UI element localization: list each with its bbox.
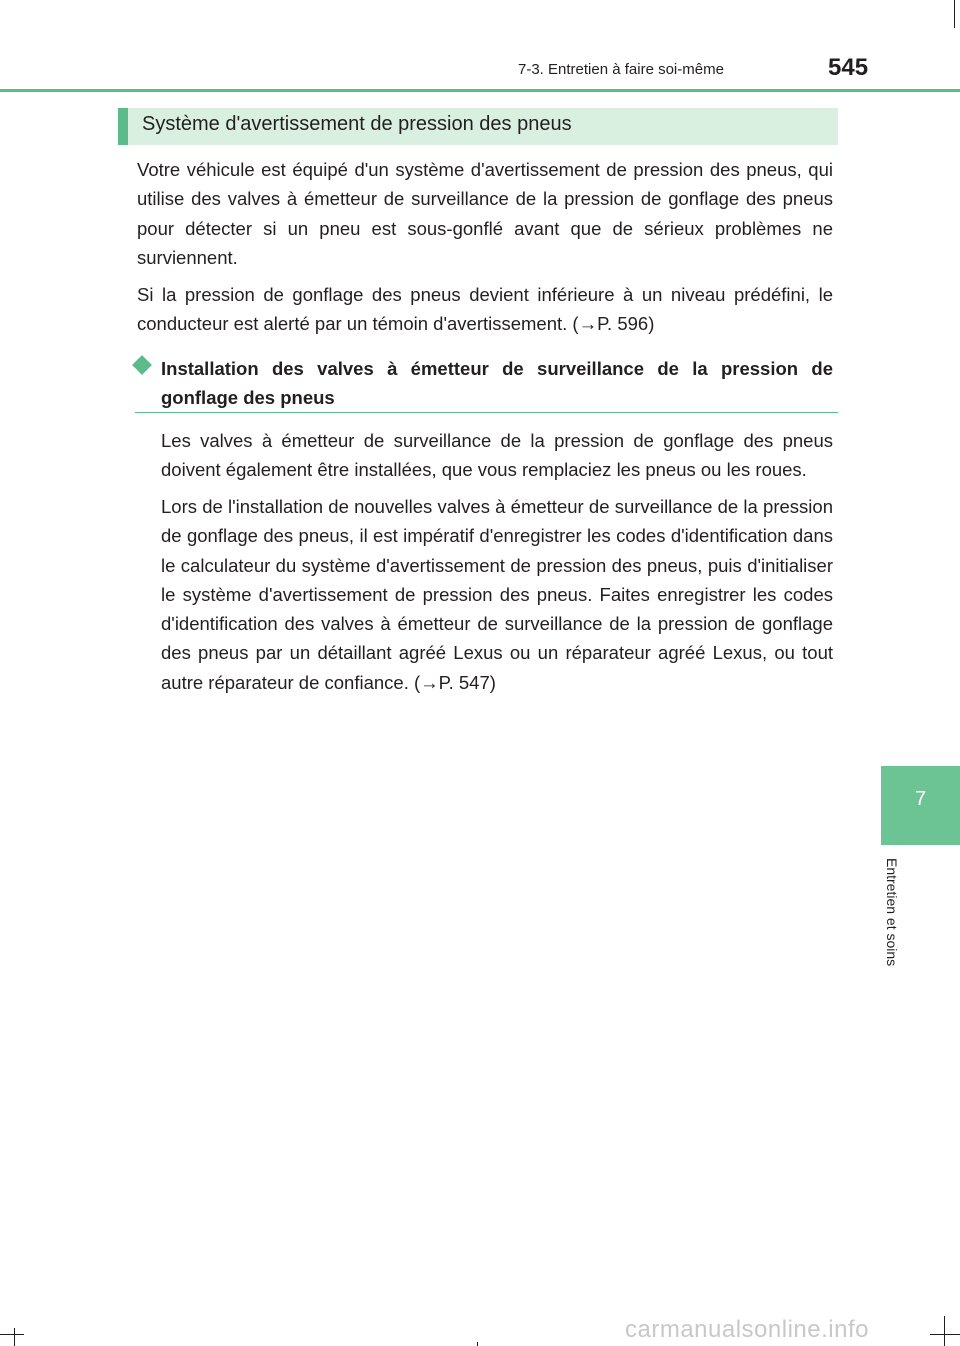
subsection-paragraph: Lors de l'installation de nouvelles valves à émetteur de surveillance de la pression de gonflage des pneus, il est impératif d'enregistrer les codes d'identification dans le calculateur du système d'avertissement de pression des pneus, puis d'initialiser le système d'avertissement de pression des pneus. Faites enregistrer les codes d'identification des valves à émetteur de surveillance de la pression de gonflage des pneus par un détaillant agréé Lexus ou un réparateur agréé Lexus, ou tout autre réparateur de confiance. (→P. 547) [161, 496, 833, 693]
chapter-number: 7 [914, 788, 927, 810]
chapter-tab [881, 766, 960, 845]
diamond-bullet-icon [132, 355, 152, 375]
chapter-label [884, 858, 908, 998]
subsection-title: Installation des valves à émetteur de surveillance de la pression de gonflage des pneus [161, 358, 833, 409]
crop-mark [477, 1342, 478, 1346]
crop-mark [14, 1328, 15, 1346]
section-paragraph: Si la pression de gonflage des pneus devient inférieure à un niveau prédéfini, le conducteur est alerté par un témoin d'avertissement. (→P. 596) [137, 284, 833, 335]
page-number: 545 [828, 54, 869, 81]
crop-mark [954, 0, 955, 28]
crop-mark [944, 1316, 945, 1346]
watermark: carmanualsonline.info [625, 1316, 869, 1343]
section-heading-bar [118, 108, 838, 145]
crop-mark [930, 1334, 960, 1335]
chapter-label-text: Entretien et soins [884, 858, 900, 967]
section-title: Système d'avertissement de pression des pneus [142, 113, 572, 135]
subsection-rule [135, 412, 838, 413]
header-rule [0, 89, 960, 92]
running-header: 7-3. Entretien à faire soi-même [518, 61, 724, 78]
section-paragraph: Votre véhicule est équipé d'un système d'avertissement de pression des pneus, qui utilise des valves à émetteur de surveillance de la pression de gonflage des pneus pour détecter si un pneu est sous-gonflé avant que de sérieux problèmes ne surviennent. [137, 159, 833, 268]
subsection-paragraph: Les valves à émetteur de surveillance de la pression de gonflage des pneus doivent également être installées, que vous remplaciez les pneus ou les roues. [161, 430, 833, 481]
crop-mark [0, 1334, 24, 1335]
